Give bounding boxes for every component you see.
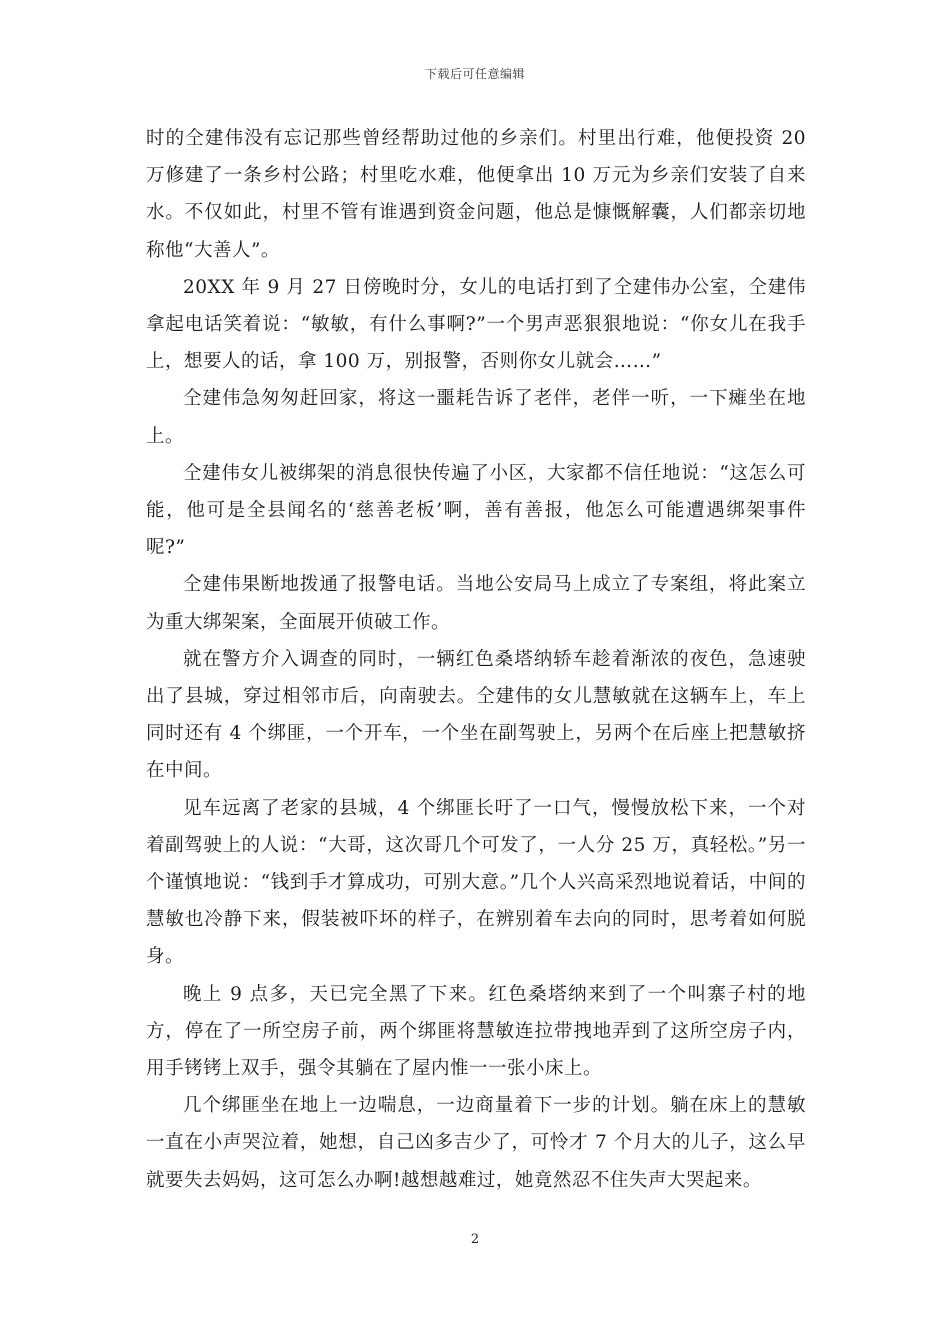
paragraph-6: 就在警方介入调查的同时，一辆红色桑塔纳轿车趁着渐浓的夜色，急速驶出了县城，穿过相邻市后，向南驶去。仝建伟的女儿慧敏就在这辆车上，车上同时还有 4 个绑匪，一个开车，一个坐在副驾驶上，另两个在后座上把慧敏挤在中间。 <box>146 648 806 782</box>
paragraph-8: 晚上 9 点多，天已完全黑了下来。红色桑塔纳来到了一个叫寨子村的地方，停在了一所空房子前，两个绑匪将慧敏连拉带拽地弄到了这所空房子内，用手铐铐上双手，强令其躺在了屋内惟一一张小床上。 <box>146 983 806 1080</box>
paragraph-3: 仝建伟急匆匆赶回家，将这一噩耗告诉了老伴，老伴一听，一下瘫坐在地上。 <box>146 388 806 447</box>
paragraph-7: 见车远离了老家的县城，4 个绑匪长吁了一口气，慢慢放松下来，一个对着副驾驶上的人说：“大哥，这次哥几个可发了，一人分 25 万，真轻松。”另一个谨慎地说：“钱到手才算成功，可别大意。”几个人兴高采烈地说着话，中间的慧敏也冷静下来，假装被吓坏的样子，在辨别着车去向的同时，思考着如何脱身。 <box>146 797 806 968</box>
paragraph-2: 20XX 年 9 月 27 日傍晚时分，女儿的电话打到了仝建伟办公室，仝建伟拿起电话笑着说：“敏敏，有什么事啊?”一个男声恶狠狠地说：“你女儿在我手上，想要人的话，拿 100 万，别报警，否则你女儿就会……” <box>146 276 806 373</box>
document-body <box>146 120 806 1199</box>
page-number: 2 <box>470 1232 480 1247</box>
paragraph-4: 仝建伟女儿被绑架的消息很快传遍了小区，大家都不信任地说：“这怎么可能，他可是全县闻名的‘慈善老板’啊，善有善报，他怎么可能遭遇绑架事件呢?” <box>146 462 806 559</box>
paragraph-5: 仝建伟果断地拨通了报警电话。当地公安局马上成立了专案组，将此案立为重大绑架案，全面展开侦破工作。 <box>146 574 806 633</box>
page-header: 下载后可任意编辑 <box>424 67 525 81</box>
paragraph-1: 时的仝建伟没有忘记那些曾经帮助过他的乡亲们。村里出行难，他便投资 20 万修建了一条乡村公路；村里吃水难，他便拿出 10 万元为乡亲们安装了自来水。不仅如此，村里不管有谁遇到资金问题，他总是慷慨解囊，人们都亲切地称他“大善人”。 <box>146 128 806 261</box>
paragraph-9: 几个绑匪坐在地上一边喘息，一边商量着下一步的计划。躺在床上的慧敏一直在小声哭泣着，她想，自己凶多吉少了，可怜才 7 个月大的儿子，这么早就要失去妈妈，这可怎么办啊!越想越难过，她竟然忍不住失声大哭起来。 <box>146 1095 806 1191</box>
